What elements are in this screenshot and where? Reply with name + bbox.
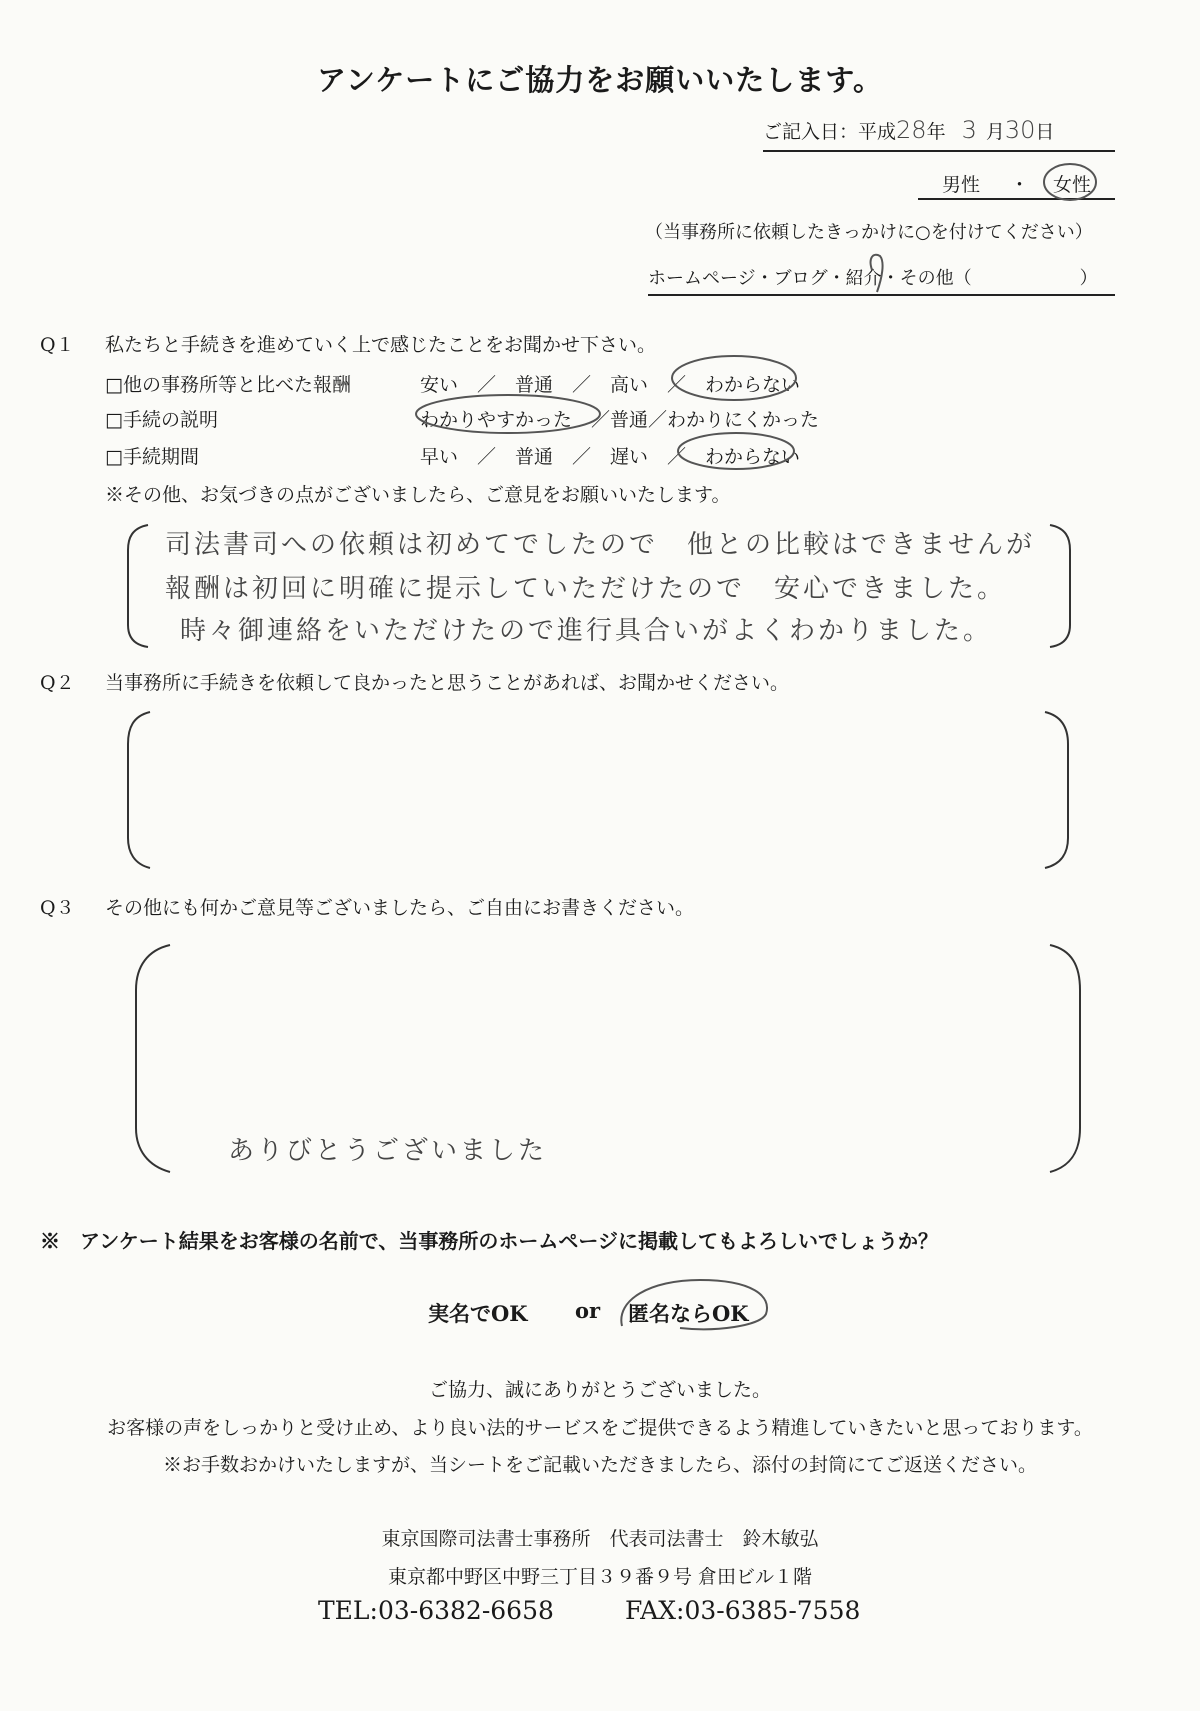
- entry-date-day-unit: 日: [1035, 121, 1055, 143]
- trigger-note: （当事務所に依頼したきっかけに○を付けてください）: [645, 222, 1093, 243]
- publish-selected-circle: [621, 1280, 767, 1329]
- footer-return-note: ※お手数おかけいたしますが、当シートをご記載いただきましたら、添付の封筒にてご返送ください。: [162, 1454, 1037, 1476]
- office-fax: FAX:03-6385-7558: [625, 1596, 861, 1625]
- trigger-selected-circle: [871, 255, 883, 292]
- q3-answer-box-right: [1050, 945, 1080, 1172]
- page-title: アンケートにご協力をお願いいたします。: [317, 63, 883, 97]
- publish-option-anon: 匿名ならOK: [628, 1301, 749, 1326]
- entry-date-year-unit: 年: [926, 121, 946, 143]
- q1-number: Q１: [40, 334, 75, 356]
- q3-question: その他にも何かご意見等ございましたら、ご自由にお書きください。: [105, 897, 695, 919]
- q1-answer-box-right: [1050, 525, 1070, 647]
- office-address: 東京都中野区中野三丁目３９番９号 倉田ビル１階: [387, 1566, 813, 1588]
- q1-answer-line-2: 報酬は初回に明確に提示していただけたので 安心できました。: [165, 574, 1007, 604]
- q3-answer: ありびとうございました: [228, 1136, 548, 1166]
- publish-option-real: 実名でOK: [428, 1301, 528, 1326]
- q3-answer-box-left: [136, 945, 170, 1172]
- q1-item-fee-options: 安い ／ 普通 ／ 高い ／ わからない: [420, 374, 801, 396]
- q2-answer-box-left: [128, 712, 150, 868]
- q2-question: 当事務所に手続きを依頼して良かったと思うことがあれば、お聞かせください。: [105, 672, 790, 694]
- q1-question: 私たちと手続きを進めていく上で感じたことをお聞かせ下さい。: [105, 334, 657, 356]
- q1-period-selected-circle: [678, 433, 794, 469]
- trigger-options: ホームページ・ブログ・紹介・その他（ ）: [648, 264, 1115, 296]
- q1-other-prompt: ※その他、お気づきの点がございましたら、ご意見をお願いいたします。: [105, 484, 731, 506]
- office-name: 東京国際司法書士事務所 代表司法書士 鈴木敏弘: [381, 1528, 819, 1550]
- q1-item-period-label: □手続期間: [105, 446, 199, 468]
- gender-female-circle: [1044, 164, 1096, 200]
- q1-item-fee-label: □他の事務所等と比べた報酬: [105, 374, 351, 396]
- gender-male: 男性: [942, 174, 981, 196]
- office-tel: TEL:03-6382-6658: [318, 1596, 554, 1625]
- q1-item-explanation-options: わかりやすかった ／普通／わかりにくかった: [420, 409, 820, 431]
- gender-sep: ・: [1010, 174, 1030, 196]
- q2-answer-box-right: [1045, 712, 1068, 868]
- q3-number: Q３: [40, 897, 75, 919]
- entry-date-day: 30: [1004, 116, 1036, 144]
- footer-message: お客様の声をしっかりと受け止め、より良い法的サービスをご提供できるよう精進していきたいと思っております。: [107, 1417, 1093, 1439]
- q1-answer-line-3: 時々御連絡をいただけたので進行具合いがよくわかりました。: [180, 616, 993, 646]
- q1-explanation-selected-circle: [416, 395, 600, 433]
- footer-thanks: ご協力、誠にありがとうございました。: [428, 1379, 771, 1401]
- entry-date-month: 3: [961, 116, 980, 144]
- q1-answer-box-left: [128, 525, 148, 647]
- entry-date-label: ご記入日：平成: [763, 121, 897, 143]
- entry-date-year: 28: [896, 116, 927, 144]
- entry-date-month-unit: 月: [985, 121, 1005, 143]
- publish-or: or: [575, 1298, 601, 1323]
- q2-number: Q２: [40, 672, 75, 694]
- q1-answer-line-1: 司法書司への依頼は初めてでしたので 他との比較はできませんが: [165, 530, 1036, 560]
- gender-female: 女性: [1053, 174, 1092, 196]
- q1-item-period-options: 早い ／ 普通 ／ 遅い ／ わからない: [420, 446, 801, 468]
- publish-question: ※ アンケート結果をお客様の名前で、当事務所のホームページに掲載してもよろしいでしょうか？: [40, 1229, 938, 1253]
- q1-item-explanation-label: □手続の説明: [105, 409, 218, 431]
- q1-fee-selected-circle: [672, 356, 796, 400]
